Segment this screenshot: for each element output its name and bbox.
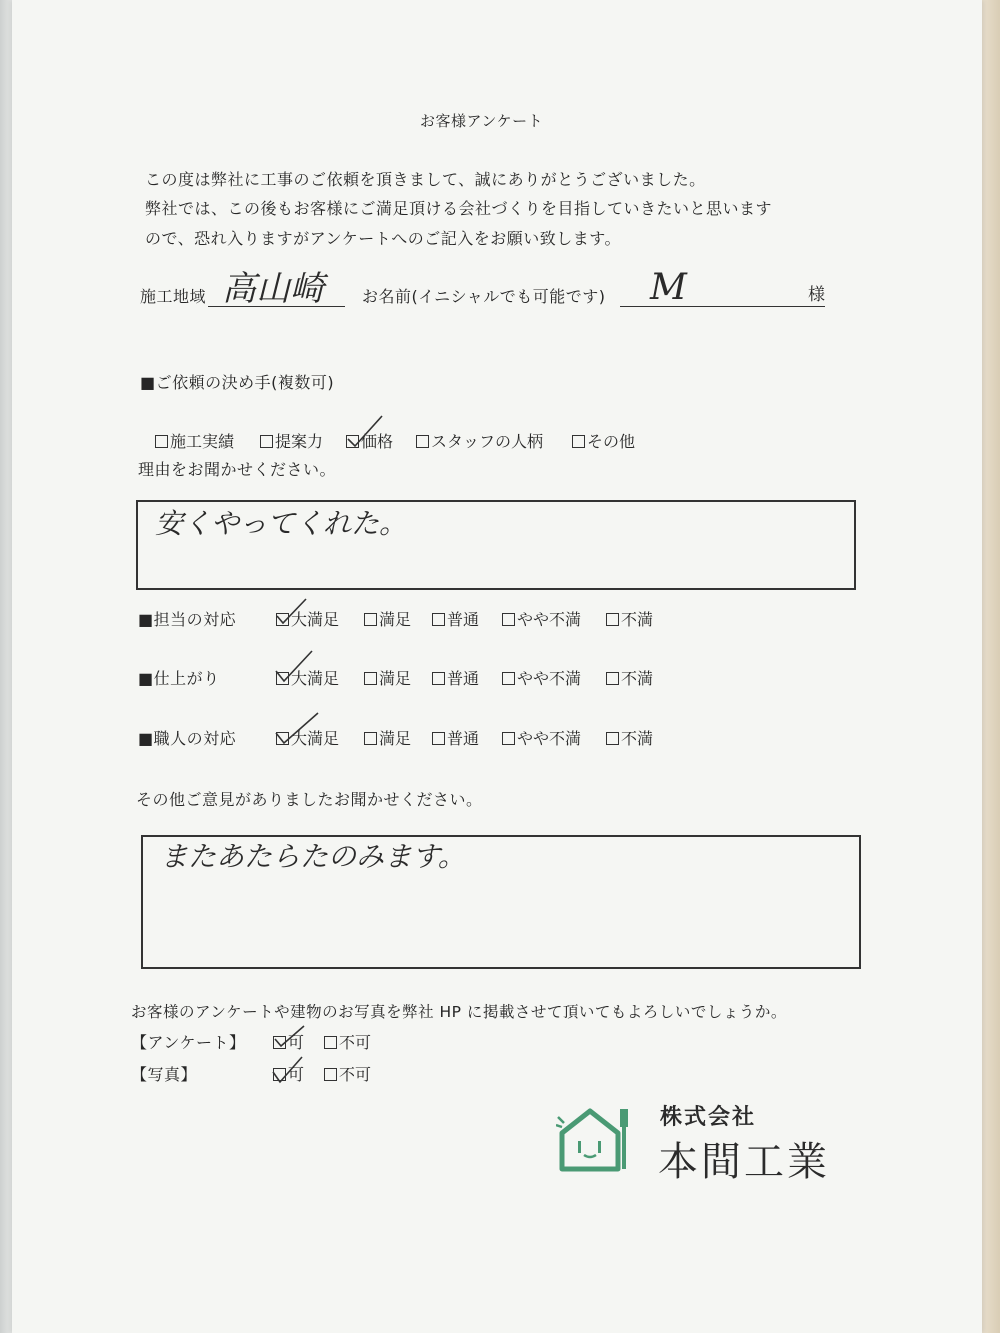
option-label: やや不満 bbox=[517, 610, 582, 629]
area-label: 施工地域 bbox=[140, 287, 207, 306]
company-logo-line-1: 株式会社 bbox=[660, 1105, 757, 1130]
option-label: 不満 bbox=[621, 729, 654, 748]
rating-2-label: ■仕上がり bbox=[138, 669, 220, 688]
check-mark-icon bbox=[270, 1055, 304, 1085]
option-label: その他 bbox=[587, 432, 636, 451]
q1-option-5[interactable] bbox=[572, 434, 635, 450]
reason-label: 理由をお聞かせください。 bbox=[138, 460, 337, 479]
check-mark-icon bbox=[274, 649, 314, 685]
name-suffix: 様 bbox=[808, 285, 826, 305]
q1-option-2[interactable] bbox=[260, 434, 323, 450]
permission-1-option-2[interactable] bbox=[324, 1035, 371, 1051]
option-label: 価格 bbox=[361, 432, 394, 451]
name-handwritten-value: M bbox=[650, 267, 687, 308]
area-underline bbox=[208, 306, 345, 307]
q1-option-4[interactable] bbox=[416, 434, 543, 450]
company-logo-line-2: 本間工業 bbox=[658, 1139, 830, 1185]
checkbox[interactable] bbox=[606, 672, 619, 685]
checkbox[interactable] bbox=[432, 732, 445, 745]
option-label: 提案力 bbox=[275, 432, 324, 451]
checkbox[interactable] bbox=[324, 1036, 337, 1049]
intro-line-3: ので、恐れ入りますがアンケートへのご記入をお願い致します。 bbox=[145, 229, 621, 248]
comments-handwritten-text: またあたらたのみます。 bbox=[160, 840, 466, 873]
rating-1-label: ■担当の対応 bbox=[138, 610, 237, 629]
option-label: スタッフの人柄 bbox=[431, 432, 544, 451]
checkbox[interactable] bbox=[502, 672, 515, 685]
rating-1-option-2[interactable] bbox=[364, 612, 411, 628]
option-label: やや不満 bbox=[517, 729, 582, 748]
check-mark-icon bbox=[274, 596, 308, 626]
checkbox[interactable] bbox=[606, 613, 619, 626]
option-label: 可 bbox=[288, 1065, 305, 1084]
checkbox[interactable] bbox=[432, 613, 445, 626]
rating-1-option-5[interactable] bbox=[606, 612, 653, 628]
rating-2-option-5[interactable] bbox=[606, 671, 653, 687]
intro-line-1: この度は弊社に工事のご依頼を頂きまして、誠にありがとうございました。 bbox=[145, 170, 706, 189]
rating-2-option-2[interactable] bbox=[364, 671, 411, 687]
option-label: 不満 bbox=[621, 669, 654, 688]
checkbox[interactable] bbox=[324, 1068, 337, 1081]
checkbox[interactable] bbox=[364, 732, 377, 745]
checkbox[interactable] bbox=[416, 435, 429, 448]
checkbox[interactable] bbox=[502, 613, 515, 626]
rating-1-option-3[interactable] bbox=[432, 612, 479, 628]
option-label: 満足 bbox=[379, 729, 412, 748]
option-label: 普通 bbox=[447, 669, 480, 688]
option-label: 不可 bbox=[339, 1033, 372, 1052]
option-label: 大満足 bbox=[291, 729, 340, 748]
check-mark-icon bbox=[345, 413, 385, 449]
option-label: 普通 bbox=[447, 729, 480, 748]
rating-2-option-3[interactable] bbox=[432, 671, 479, 687]
checkbox[interactable] bbox=[260, 435, 273, 448]
checkbox[interactable] bbox=[572, 435, 585, 448]
rating-1-option-4[interactable] bbox=[502, 612, 581, 628]
permission-2-option-2[interactable] bbox=[324, 1067, 371, 1083]
area-handwritten-value: 高山崎 bbox=[222, 269, 324, 309]
q1-label: ■ご依頼の決め手(複数可) bbox=[140, 373, 335, 392]
option-label: 大満足 bbox=[291, 610, 340, 629]
option-label: 施工実績 bbox=[170, 432, 235, 451]
permission-1-label: 【アンケート】 bbox=[131, 1033, 246, 1052]
rating-3-option-3[interactable] bbox=[432, 731, 479, 747]
permission-2-label: 【写真】 bbox=[131, 1065, 198, 1084]
rating-3-option-2[interactable] bbox=[364, 731, 411, 747]
option-label: 満足 bbox=[379, 669, 412, 688]
checkbox[interactable] bbox=[432, 672, 445, 685]
option-label: 不可 bbox=[339, 1065, 372, 1084]
name-underline bbox=[620, 306, 825, 307]
rating-2-option-4[interactable] bbox=[502, 671, 581, 687]
option-label: 普通 bbox=[447, 610, 480, 629]
check-mark-icon bbox=[274, 711, 320, 747]
q1-option-1[interactable] bbox=[155, 434, 234, 450]
check-mark-icon bbox=[272, 1024, 306, 1050]
permission-question: お客様のアンケートや建物のお写真を弊社 HP に掲載させて頂いてもよろしいでしょうか。 bbox=[131, 1003, 787, 1021]
checkbox[interactable] bbox=[364, 672, 377, 685]
option-label: 大満足 bbox=[291, 669, 340, 688]
option-label: やや不満 bbox=[517, 669, 582, 688]
checkbox[interactable] bbox=[364, 613, 377, 626]
checkbox[interactable] bbox=[155, 435, 168, 448]
rating-3-option-5[interactable] bbox=[606, 731, 653, 747]
rating-3-label: ■職人の対応 bbox=[138, 729, 237, 748]
rating-3-option-4[interactable] bbox=[502, 731, 581, 747]
name-label: お名前(イニシャルでも可能です) bbox=[362, 287, 606, 306]
option-label: 不満 bbox=[621, 610, 654, 629]
reason-handwritten-text: 安くやってくれた。 bbox=[155, 507, 408, 540]
company-logo-house-icon bbox=[556, 1103, 642, 1173]
option-label: 満足 bbox=[379, 610, 412, 629]
option-label: 可 bbox=[288, 1033, 305, 1052]
checkbox[interactable] bbox=[606, 732, 619, 745]
checkbox[interactable] bbox=[502, 732, 515, 745]
survey-title: お客様アンケート bbox=[420, 112, 544, 130]
comments-label: その他ご意見がありましたお聞かせください。 bbox=[136, 790, 483, 809]
intro-line-2: 弊社では、この後もお客様にご満足頂ける会社づくりを目指していきたいと思います bbox=[145, 199, 773, 218]
